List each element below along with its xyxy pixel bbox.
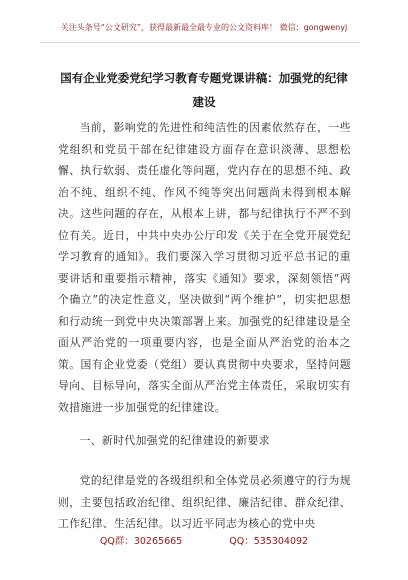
page-footer [0,533,408,547]
paragraph-2: 党的纪律是党的各级组织和全体党员必须遵守的行为规则，主要包括政治纪律、组织纪律、廉洁纪律、群众纪律、工作纪律、生活纪律。以习近平同志为核心的党中央 [58,474,351,530]
document-body-continued [58,470,351,535]
paragraph-1: 当前，影响党的先进性和纯洁性的因素依然存在，一些党组织和党员干部在纪律建设方面存在意识淡薄、思想松懈、执行软弱、责任虚化等问题，党内存在的思想不纯、政治不纯、组织不纯、作风不纯等突出问题尚未得到根本解决。这些问题的存在，从根本上讲，都与纪律执行不严不到位有关。近日，中共中央办公厅印发《关于在全党开展党纪学习教育的通知》。我们要深入学习贯彻习近平总书记的重要讲话和重要指示精神，落实《通知》要求，深刻领悟“两个确立”的决定性意义，坚决做到“两个维护”，切实把思想和行动统一到党中央决策部署上来。加强党的纪律建设是全面从严治党的一项重要内容，也是全面从严治党的治本之策。国有企业党委（党组）要认真贯彻中央要求，坚持问题导向、目标导向，落实全面从严治党主体责任，采取切实有效措施进一步加强党的纪律建设。 [58,121,351,414]
section-heading-1: 一、新时代加强党的纪律建设的新要求 [79,434,270,447]
page-header-promo: 关注头条号“公文研究”，获得最新最全最专业的公文资料库！ 微信：gongwenyj [60,23,348,32]
footer-qq-group: QQ群：30265665 [99,536,183,547]
header-divider [40,42,360,43]
document-body [58,117,351,418]
document-title: 国有企业党委党纪学习教育专题党课讲稿：加强党的纪律建设 [60,71,348,109]
footer-qq-contact: QQ：535304092 [229,536,309,547]
